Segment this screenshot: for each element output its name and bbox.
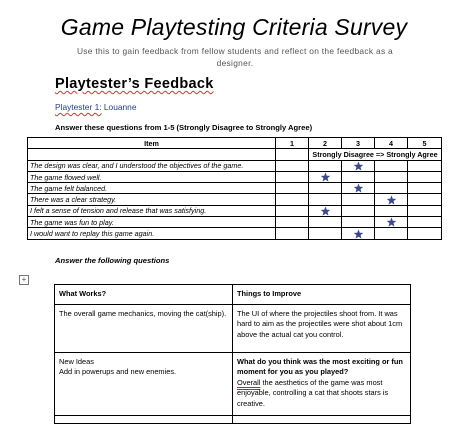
rating-cell-1[interactable] [276,160,309,171]
star-icon [353,183,364,193]
rating-row [28,171,442,182]
playtester-name: Louanne [103,102,137,112]
exciting-moment-label: What do you think was the most exciting or fun moment for you as you played? [237,357,403,377]
rating-row [28,194,442,205]
rating-cell-4[interactable] [375,171,408,182]
section-heading [55,76,214,92]
rating-header-row [28,138,442,149]
playtester-line [55,102,137,112]
column-header-4: 4 [375,138,408,149]
what-works-label: What Works? [55,285,233,305]
exciting-moment-answer [237,378,388,408]
new-ideas-answer: Add in powerups and new enemies. [59,367,177,377]
rating-cell-1[interactable] [276,205,309,216]
rating-cell-3[interactable] [342,205,375,216]
document-subtitle: Use this to gain feedback from fellow students and reflect on the feedback as a designer. [76,46,394,68]
rating-cell-5[interactable] [408,205,442,216]
rating-row [28,183,442,194]
column-header-2: 2 [309,138,342,149]
rating-cell-2[interactable] [309,171,342,182]
what-works-answer[interactable]: The overall game mechanics, moving the cat(ship). [55,305,233,353]
rating-instructions: Answer these questions from 1-5 (Strongly Disagree to Strongly Agree) [55,123,313,132]
rating-cell-2[interactable] [309,183,342,194]
rating-cell-5[interactable] [408,171,442,182]
rating-cell-4[interactable] [375,160,408,171]
exciting-moment-cell[interactable] [233,353,411,416]
rating-cell-5[interactable] [408,194,442,205]
rating-cell-1[interactable] [276,183,309,194]
criterion-text: The game was fun to play. [28,217,276,228]
star-icon [320,206,331,216]
criterion-text: The design was clear, and I understood the objectives of the game. [28,160,276,171]
things-to-improve-answer[interactable]: The UI of where the projectiles shoot from. It was hard to aim as the projectiles were shot about 1cm above the actual cat you control. [233,305,411,353]
rating-cell-5[interactable] [408,160,442,171]
rating-cell-5[interactable] [408,183,442,194]
empty-cell[interactable] [233,416,411,424]
rating-cell-2[interactable] [309,194,342,205]
rating-cell-1[interactable] [276,194,309,205]
empty-cell[interactable] [55,416,233,424]
criterion-text: I felt a sense of tension and release that was satisfying. [28,205,276,216]
document-title: Game Playtesting Criteria Survey [60,14,408,40]
exciting-moment-answer-rest: the aesthetics of the game was most enjoyable, controlling a cat that shoots stars is creative. [237,377,389,408]
rating-cell-3[interactable] [342,228,375,239]
rating-cell-4[interactable] [375,194,408,205]
column-header-5: 5 [408,138,442,149]
rating-cell-3[interactable] [342,171,375,182]
rating-cell-2[interactable] [309,217,342,228]
playtester-label: Playtester 1: [55,102,102,112]
column-header-3: 3 [342,138,375,149]
criterion-text: The game flowed well. [28,171,276,182]
scale-label-spacer [28,149,276,160]
new-ideas-label: New Ideas [59,357,94,366]
rating-row [28,217,442,228]
rating-cell-1[interactable] [276,228,309,239]
rating-cell-3[interactable] [342,194,375,205]
rating-cell-3[interactable] [342,160,375,171]
table-move-handle-icon[interactable]: + [19,275,29,285]
rating-row [28,160,442,171]
star-icon [353,161,364,171]
rating-cell-4[interactable] [375,228,408,239]
rating-cell-5[interactable] [408,217,442,228]
rating-table [27,137,442,240]
rating-cell-2[interactable] [309,205,342,216]
rating-cell-4[interactable] [375,217,408,228]
rating-cell-2[interactable] [309,228,342,239]
open-questions-heading: Answer the following questions [55,256,170,265]
star-icon [386,217,397,227]
things-to-improve-label: Things to Improve [233,285,411,305]
star-icon [386,195,397,205]
rating-cell-5[interactable] [408,228,442,239]
rating-row [28,228,442,239]
criterion-text: I would want to replay this game again. [28,228,276,239]
new-ideas-cell[interactable] [55,353,233,416]
exciting-moment-first-word: Overall [237,377,261,387]
star-icon [353,229,364,239]
rating-row [28,205,442,216]
scale-label-spacer [276,149,309,160]
rating-cell-1[interactable] [276,217,309,228]
rating-cell-3[interactable] [342,183,375,194]
scale-label-row [28,149,442,160]
rating-cell-4[interactable] [375,183,408,194]
column-header-1: 1 [276,138,309,149]
rating-cell-3[interactable] [342,217,375,228]
feedback-table [54,284,411,424]
rating-cell-4[interactable] [375,205,408,216]
star-icon [320,172,331,182]
criterion-text: The game felt balanced. [28,183,276,194]
item-header: Item [28,138,276,149]
section-heading-text: Playtester’s Feedback [55,76,214,92]
criterion-text: There was a clear strategy. [28,194,276,205]
scale-label: Strongly Disagree => Strongly Agree [309,149,442,160]
rating-cell-2[interactable] [309,160,342,171]
rating-cell-1[interactable] [276,171,309,182]
